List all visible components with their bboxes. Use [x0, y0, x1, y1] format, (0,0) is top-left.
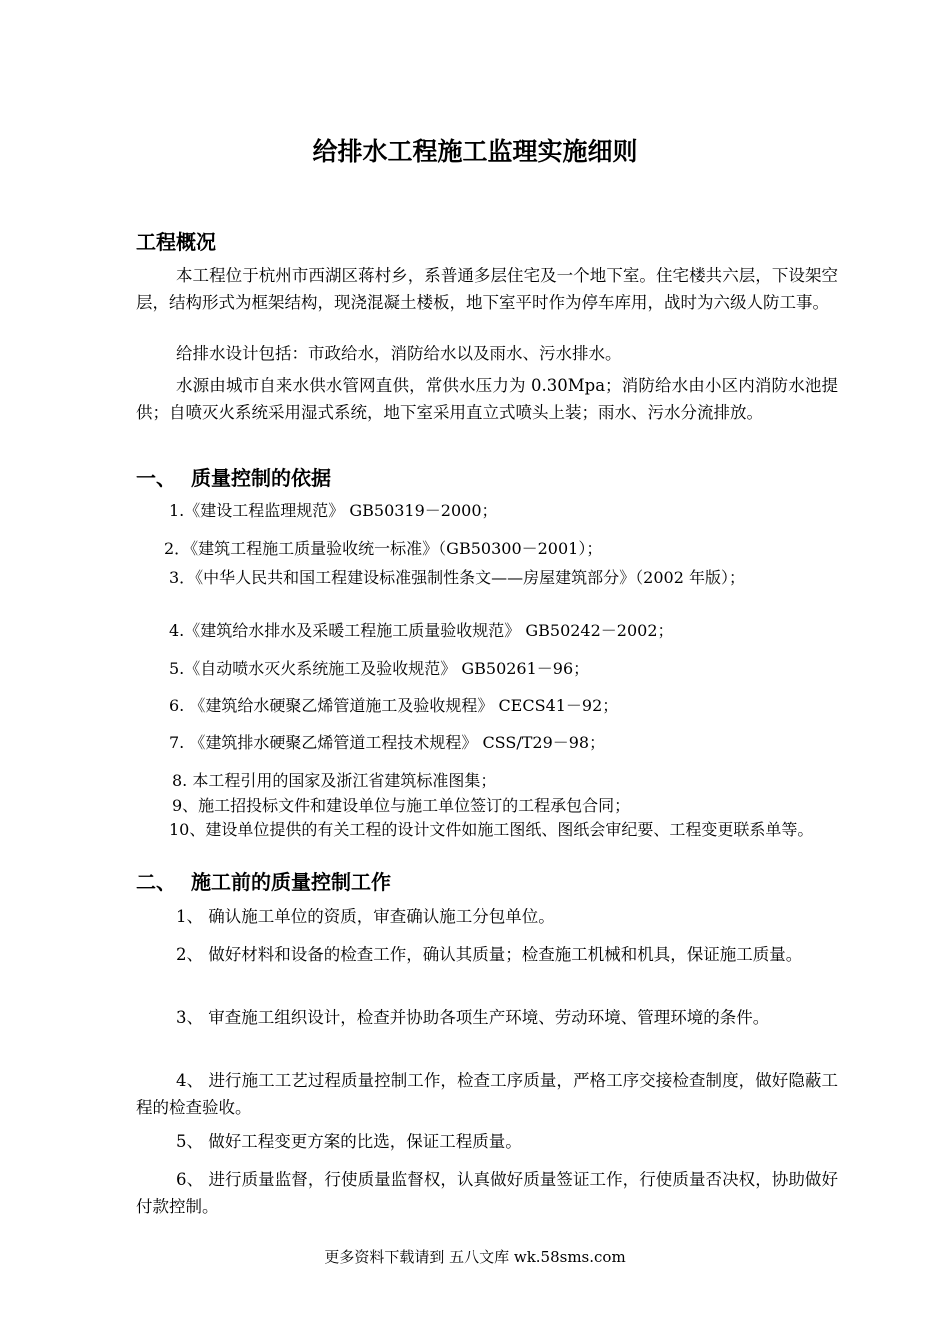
basis-item-8: 8. 本工程引用的国家及浙江省建筑标准图集；: [172, 771, 497, 790]
preconstruction-item-3: 3、 审查施工组织设计，检查并协助各项生产环境、劳动环境、管理环境的条件。: [176, 1008, 770, 1027]
preconstruction-item-5: 5、 做好工程变更方案的比选，保证工程质量。: [176, 1132, 522, 1151]
basis-item-3: 3．《中华人民共和国工程建设标准强制性条文——房屋建筑部分》（2002 年版）；: [169, 568, 745, 587]
section-1-title: 质量控制的依据: [191, 466, 331, 490]
overview-heading: 工程概况: [136, 230, 216, 254]
section-2-number: 二、: [136, 870, 176, 894]
preconstruction-item-2: 2、 做好材料和设备的检查工作，确认其质量；检查施工机械和机具，保证施工质量。: [176, 945, 803, 964]
overview-paragraph-3: 水源由城市自来水供水管网直供，常供水压力为 0.30Mpa；消防给水由小区内消防水池提供；自喷灭火系统采用湿式系统，地下室采用直立式喷头上装；雨水、污水分流排放。: [136, 376, 838, 422]
preconstruction-item-6: 6、 进行质量监督，行使质量监督权，认真做好质量签证工作，行使质量否决权，协助做好付款控制。: [136, 1170, 838, 1216]
basis-item-9: 9、施工招投标文件和建设单位与施工单位签订的工程承包合同；: [172, 796, 631, 815]
section-2-title: 施工前的质量控制工作: [191, 870, 391, 894]
overview-paragraph-2: 给排水设计包括：市政给水，消防给水以及雨水、污水排水。: [176, 344, 622, 363]
basis-item-10: 10、建设单位提供的有关工程的设计文件如施工图纸、图纸会审纪要、工程变更联系单等。: [169, 820, 814, 839]
document-title: 给排水工程施工监理实施细则: [312, 137, 638, 166]
section-1-number: 一、: [136, 466, 176, 490]
basis-item-1: 1.《建设工程监理规范》 GB50319－2000；: [169, 501, 498, 520]
preconstruction-item-4: 4、 进行施工工艺过程质量控制工作，检查工序质量，严格工序交接检查制度，做好隐蔽工程的检查验收。: [136, 1071, 838, 1117]
section-2-heading: [136, 866, 391, 895]
footer-note: 更多资料下载请到 五八文库 wk.58sms.com: [324, 1248, 626, 1266]
basis-item-7: 7. 《建筑排水硬聚乙烯管道工程技术规程》 CSS/T29－98；: [169, 733, 606, 752]
overview-paragraph-1: 本工程位于杭州市西湖区蒋村乡，系普通多层住宅及一个地下室。住宅楼共六层，下设架空层，结构形式为框架结构，现浇混凝土楼板，地下室平时作为停车库用，战时为六级人防工事。: [136, 266, 838, 312]
basis-item-4: 4.《建筑给水排水及采暖工程施工质量验收规范》 GB50242－2002；: [169, 621, 674, 640]
basis-item-2: 2．《建筑工程施工质量验收统一标准》（GB50300－2001）；: [164, 539, 603, 558]
basis-item-5: 5.《自动喷水灭火系统施工及验收规范》 GB50261－96；: [169, 659, 590, 678]
basis-item-6: 6. 《建筑给水硬聚乙烯管道施工及验收规程》 CECS41－92；: [169, 696, 619, 715]
preconstruction-item-1: 1、 确认施工单位的资质，审查确认施工分包单位。: [176, 907, 555, 926]
section-1-heading: [136, 462, 331, 491]
